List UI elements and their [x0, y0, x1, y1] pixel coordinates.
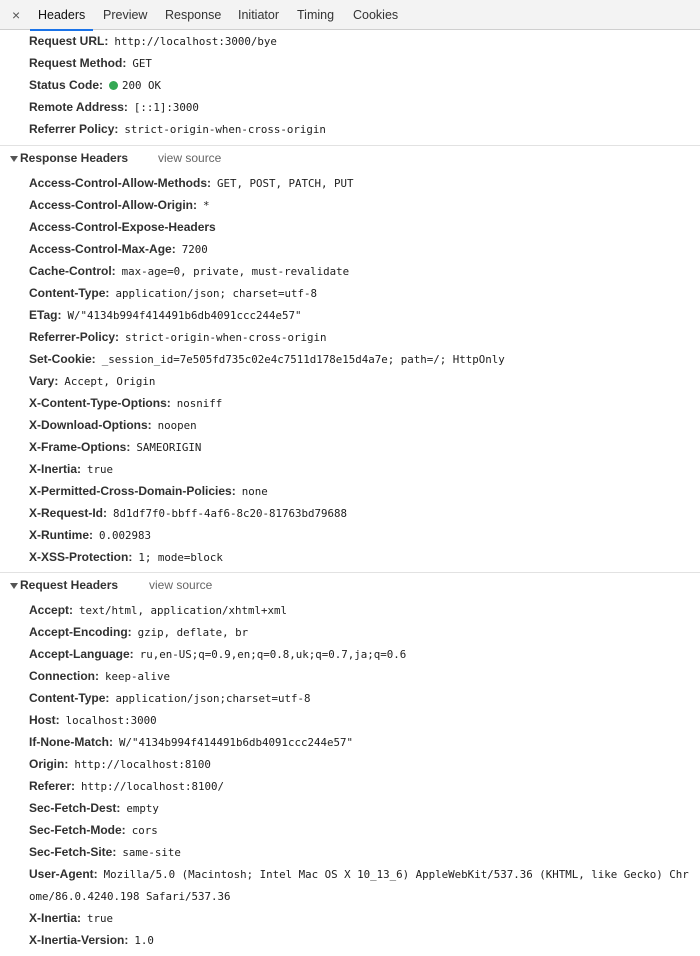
header-key: Sec-Fetch-Site:	[29, 845, 117, 859]
header-row	[29, 602, 287, 619]
header-value: Mozilla/5.0 (Macintosh; Intel Mac OS X 10_13_6) AppleWebKit/537.36 (KHTML, like Gecko) Chr	[103, 868, 689, 881]
header-value: localhost:3000	[65, 714, 157, 727]
header-value: noopen	[157, 419, 197, 432]
header-row	[29, 241, 208, 258]
header-value: 0.002983	[99, 529, 152, 542]
header-value: _session_id=7e505fd735c02e4c7511d178e15d4a7e; path=/; HttpOnly	[101, 353, 505, 366]
tab-headers[interactable]: Headers	[38, 0, 85, 30]
header-value: W/"4134b994f414491b6db4091ccc244e57"	[119, 736, 354, 749]
header-row	[29, 395, 222, 412]
header-value: strict-origin-when-cross-origin	[125, 331, 327, 344]
header-value: 200 OK	[122, 79, 162, 92]
header-key: Sec-Fetch-Dest:	[29, 801, 121, 815]
header-value: gzip, deflate, br	[137, 626, 249, 639]
request-headers-section-header[interactable]	[0, 572, 700, 596]
header-value: 1.0	[134, 934, 154, 947]
header-key: Accept-Language:	[29, 647, 134, 661]
header-value: none	[241, 485, 268, 498]
header-value: ru,en-US;q=0.9,en;q=0.8,uk;q=0.7,ja;q=0.6	[139, 648, 407, 661]
header-row	[29, 175, 354, 192]
header-key: Status Code:	[29, 78, 104, 92]
header-key: X-Download-Options:	[29, 418, 152, 432]
header-value: true	[87, 912, 114, 925]
header-key: X-Inertia-Version:	[29, 933, 129, 947]
header-row	[29, 800, 159, 817]
header-row	[29, 351, 505, 368]
section-title: Response Headers	[20, 151, 129, 165]
header-value: text/html, application/xhtml+xml	[79, 604, 288, 617]
header-row	[29, 439, 201, 456]
header-row	[29, 219, 222, 236]
header-row	[29, 932, 154, 949]
header-key: Referrer-Policy:	[29, 330, 120, 344]
header-key: Request Method:	[29, 56, 127, 70]
section-title: Request Headers	[20, 578, 119, 592]
header-value: W/"4134b994f414491b6db4091ccc244e57"	[67, 309, 302, 322]
header-value: http://localhost:3000/bye	[114, 35, 277, 48]
tab-cookies[interactable]: Cookies	[353, 8, 399, 22]
header-row	[29, 549, 223, 566]
header-key: Accept:	[29, 603, 74, 617]
header-row	[29, 197, 210, 214]
header-key: Referrer Policy:	[29, 122, 119, 136]
header-key: Cache-Control:	[29, 264, 116, 278]
header-row	[29, 712, 157, 729]
header-key: Access-Control-Allow-Methods:	[29, 176, 212, 190]
header-value: Accept, Origin	[64, 375, 156, 388]
response-headers-section-header[interactable]	[0, 145, 700, 169]
header-key: Remote Address:	[29, 100, 128, 114]
header-key: Host:	[29, 713, 60, 727]
header-row	[29, 527, 151, 544]
header-key: X-Inertia:	[29, 462, 82, 476]
header-row	[29, 263, 349, 280]
header-row	[29, 822, 158, 839]
header-row	[29, 778, 224, 795]
header-row	[29, 329, 327, 346]
header-key: Content-Type:	[29, 286, 110, 300]
header-value: http://localhost:8100/	[81, 780, 225, 793]
header-value: cors	[131, 824, 158, 837]
header-key: Set-Cookie:	[29, 352, 96, 366]
tab-preview[interactable]: Preview	[103, 8, 148, 22]
header-row	[29, 866, 689, 883]
general-referrer-policy	[29, 121, 326, 138]
header-row	[29, 373, 155, 390]
header-row	[29, 285, 317, 302]
header-key: Connection:	[29, 669, 99, 683]
header-row	[29, 624, 248, 641]
header-key: X-Permitted-Cross-Domain-Policies:	[29, 484, 236, 498]
header-value: [::1]:3000	[133, 101, 199, 114]
header-value: GET, POST, PATCH, PUT	[217, 177, 354, 190]
header-value: max-age=0, private, must-revalidate	[121, 265, 350, 278]
header-value: *	[203, 199, 210, 212]
tab-initiator[interactable]: Initiator	[238, 8, 279, 22]
header-value: http://localhost:8100	[74, 758, 211, 771]
header-key: Vary:	[29, 374, 59, 388]
header-key: Origin:	[29, 757, 69, 771]
header-key: X-Request-Id:	[29, 506, 107, 520]
header-value: true	[87, 463, 114, 476]
header-value: keep-alive	[105, 670, 171, 683]
header-value: 8d1df7f0-bbff-4af6-8c20-81763bd79688	[113, 507, 348, 520]
header-value: application/json; charset=utf-8	[115, 287, 317, 300]
collapse-triangle-icon[interactable]	[10, 156, 18, 162]
close-icon[interactable]: ×	[12, 7, 21, 23]
header-row	[29, 910, 113, 927]
view-source-link[interactable]: view source	[149, 578, 213, 592]
header-key: Referer:	[29, 779, 76, 793]
header-value: GET	[132, 57, 152, 70]
header-key: X-XSS-Protection:	[29, 550, 133, 564]
header-key: X-Frame-Options:	[29, 440, 131, 454]
header-row	[29, 307, 301, 324]
header-key: Access-Control-Allow-Origin:	[29, 198, 198, 212]
header-key: X-Runtime:	[29, 528, 93, 542]
view-source-link[interactable]: view source	[158, 151, 222, 165]
header-row	[29, 505, 347, 522]
header-key: Content-Type:	[29, 691, 110, 705]
header-key: If-None-Match:	[29, 735, 113, 749]
header-row	[29, 417, 197, 434]
header-row	[29, 734, 353, 751]
header-key: Accept-Encoding:	[29, 625, 132, 639]
header-row	[29, 690, 310, 707]
header-key: ETag:	[29, 308, 62, 322]
header-key: X-Content-Type-Options:	[29, 396, 171, 410]
header-key: Request URL:	[29, 34, 109, 48]
header-key: Access-Control-Max-Age:	[29, 242, 176, 256]
header-value: ome/86.0.4240.198 Safari/537.36	[29, 890, 231, 903]
header-row	[29, 756, 211, 773]
header-row	[29, 461, 113, 478]
status-dot-icon	[109, 81, 118, 90]
header-key: X-Inertia:	[29, 911, 82, 925]
header-value: nosniff	[176, 397, 223, 410]
general-request-url	[29, 33, 277, 50]
header-row	[29, 888, 231, 905]
header-value: 7200	[181, 243, 208, 256]
header-row	[29, 668, 170, 685]
header-value: empty	[126, 802, 159, 815]
devtools-tab-bar	[0, 0, 700, 30]
header-key: User-Agent:	[29, 867, 98, 881]
header-value: application/json;charset=utf-8	[115, 692, 311, 705]
header-key: Sec-Fetch-Mode:	[29, 823, 126, 837]
header-value: same-site	[122, 846, 181, 859]
collapse-triangle-icon[interactable]	[10, 583, 18, 589]
header-row	[29, 483, 268, 500]
header-row	[29, 646, 406, 663]
header-row	[29, 844, 181, 861]
header-value: strict-origin-when-cross-origin	[124, 123, 326, 136]
header-key: Access-Control-Expose-Headers	[29, 220, 216, 234]
tab-timing[interactable]: Timing	[297, 8, 335, 22]
header-value: SAMEORIGIN	[136, 441, 202, 454]
general-request-method	[29, 55, 152, 72]
header-value: 1; mode=block	[138, 551, 223, 564]
general-status-code	[29, 77, 161, 94]
tab-response[interactable]: Response	[165, 8, 222, 22]
general-remote-address	[29, 99, 199, 116]
